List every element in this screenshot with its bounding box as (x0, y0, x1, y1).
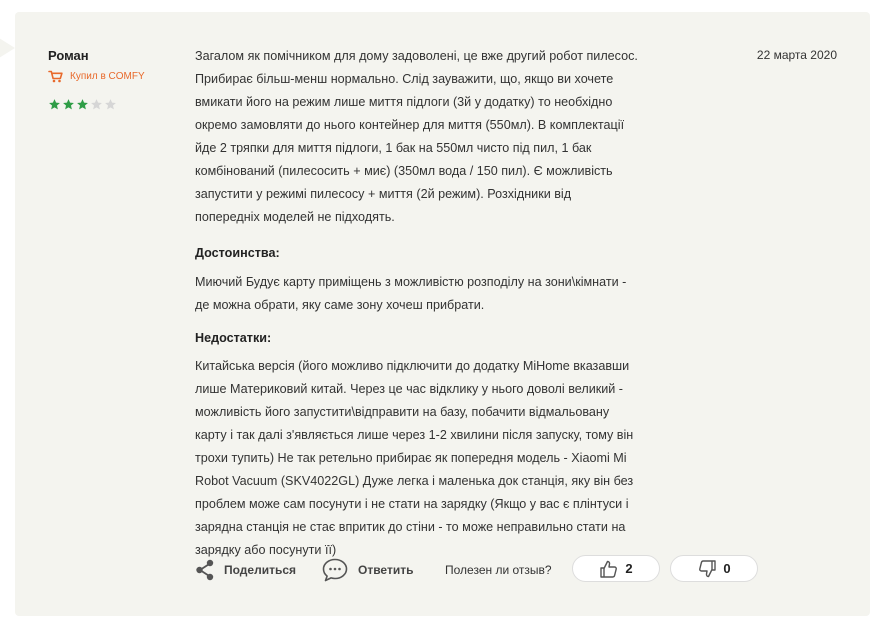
disadvantages-text (195, 355, 685, 562)
advantages-text (195, 271, 685, 317)
review-date: 22 марта 2020 (756, 48, 837, 62)
share-label: Поделиться (224, 563, 297, 577)
disadvantages-line: Китайська версія (його можливо підключити до додатку MiHome вказавши (195, 359, 630, 373)
helpful-question: Полезен ли отзыв? (445, 563, 552, 577)
disadvantages-line: лише Материковий китай. Через це час відклику у нього доволі великий - (195, 382, 623, 396)
disadvantages-line: зарядна станція не стає впритик до стіни - то може неправильно стати на (195, 520, 626, 534)
review-text-line: Загалом як помічником для дому задоволені, це вже другий робот пилесос. (195, 49, 638, 63)
thumbs-up-icon (599, 559, 619, 579)
advantages-line: Миючий Будує карту приміщень з можливістю розподілу на зони\кімнати - (195, 275, 627, 289)
dislike-button[interactable] (670, 555, 758, 582)
review-text-line: вмикати його на режим лише миття підлоги (3й у додатку) то необхідно (195, 95, 613, 109)
star-filled-icon (62, 98, 75, 111)
review-text-line: запустити у режимі пилесосу + миття (2й режим). Розхідники від (195, 187, 572, 201)
rating-stars (48, 98, 117, 111)
disadvantages-heading: Недостатки: (195, 331, 272, 345)
disadvantages-line: трохи тупить) Не так ретельно прибирає як попередня модель - Xiaomi Mi (195, 451, 627, 465)
cart-icon (48, 70, 64, 83)
star-filled-icon (48, 98, 61, 111)
dislike-count: 0 (723, 561, 731, 576)
share-button[interactable] (195, 555, 296, 585)
comment-icon (321, 557, 349, 583)
disadvantages-line: проблем може сам посунути і не стати на зарядку (Якщо у вас є плінтуси і (195, 497, 629, 511)
disadvantages-line: Robot Vacuum (SKV4022GL) Дуже легка і маленька док станція, яку він без (195, 474, 634, 488)
share-icon (195, 559, 215, 581)
review-card (15, 12, 870, 616)
advantages-heading: Достоинства: (195, 246, 280, 260)
advantages-line: де можна обрати, яку саме зону хочеш прибрати. (195, 298, 485, 312)
reply-label: Ответить (358, 563, 414, 577)
star-filled-icon (76, 98, 89, 111)
review-text-line: Прибирає більш-менш нормально. Слід зауважити, що, якщо ви хочете (195, 72, 614, 86)
star-empty-icon (104, 98, 117, 111)
review-text-line: попередніх моделей не підходять. (195, 210, 395, 224)
like-count: 2 (625, 561, 633, 576)
like-button[interactable] (572, 555, 660, 582)
disadvantages-line: карту і так далі з'являється лише через 1-2 хвилини після запуску, тому він (195, 428, 634, 442)
disadvantages-line: зарядку або посунути її) (195, 543, 337, 557)
review-actions (195, 555, 770, 585)
star-empty-icon (90, 98, 103, 111)
review-text (195, 45, 685, 229)
review-author: Роман (48, 48, 89, 63)
review-text-line: йде 2 тряпки для миття підлоги, 1 бак на 550мл чисто під пил, 1 бак (195, 141, 592, 155)
bought-badge-label: Купил в COMFY (70, 71, 145, 82)
bought-badge (48, 70, 145, 83)
disadvantages-line: можливість його запустити\відправити на базу, побачити відмальовану (195, 405, 610, 419)
review-text-line: окремо замовляти до нього контейнер для миття (550мл). В комплектації (195, 118, 625, 132)
review-text-line: комбінований (пилесосить + миє) (350мл вода / 150 пил). Є можливість (195, 164, 613, 178)
thumbs-down-icon (697, 559, 717, 579)
card-notch (0, 38, 15, 58)
reply-button[interactable] (321, 555, 413, 585)
